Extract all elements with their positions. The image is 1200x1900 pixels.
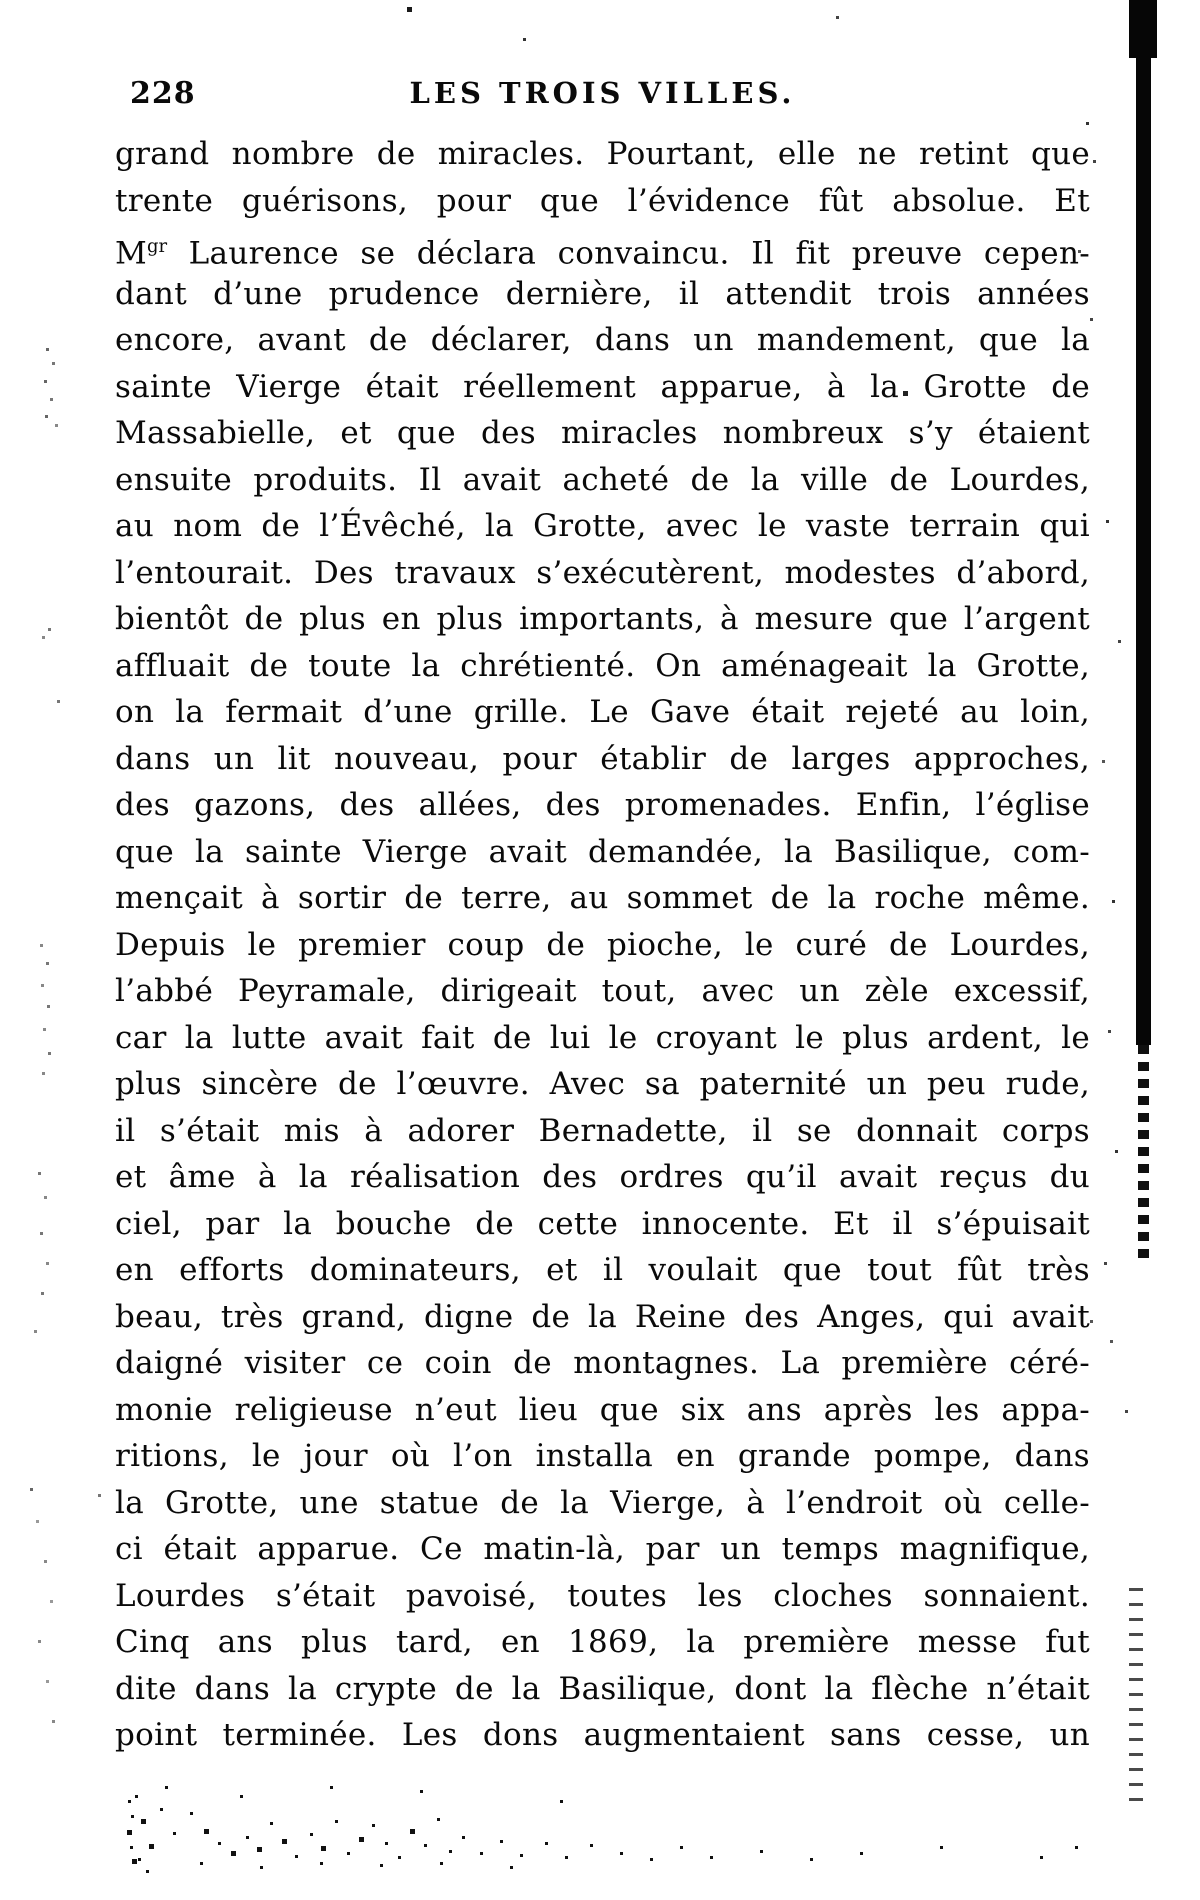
text-line: dite dans la crypte de la Basilique, dont la flèche n’était xyxy=(115,1670,1090,1707)
text-line: Depuis le premier coup de pioche, le curé de Lourdes, xyxy=(115,926,1090,963)
scan-noise-bottom-left xyxy=(0,0,3,3)
text-line: beau, très grand, digne de la Reine des Anges, qui avait xyxy=(115,1298,1090,1335)
text-line: point terminée. Les dons augmentaient sans cesse, un xyxy=(115,1717,1090,1753)
text-line: dant d’une prudence dernière, il attendit trois années xyxy=(115,275,1090,312)
text-line: ritions, le jour où l’on installa en grande pompe, dans xyxy=(115,1438,1090,1474)
text-line: monie religieuse n’eut lieu que six ans après les appa- xyxy=(115,1391,1090,1428)
text-line: on la fermait d’une grille. Le Gave était rejeté au loin, xyxy=(115,694,1090,730)
abbrev-superscript: gr xyxy=(147,236,168,257)
text-line: et âme à la réalisation des ordres qu’il avait reçus du xyxy=(115,1159,1090,1195)
text-line: au nom de l’Évêché, la Grotte, avec le vaste terrain qui xyxy=(115,508,1090,544)
text-line: affluait de toute la chrétienté. On aménageait la Grotte, xyxy=(115,647,1090,684)
body-text xyxy=(115,131,1090,1759)
text-line: mençait à sortir de terre, au sommet de la roche même. xyxy=(115,880,1090,916)
page-number: 228 xyxy=(130,76,196,111)
scan-gutter-fade xyxy=(1138,1045,1149,1265)
running-title: LES TROIS VILLES. xyxy=(409,76,796,110)
text-line: ensuite produits. Il avait acheté de la ville de Lourdes, xyxy=(115,461,1090,498)
scan-gutter-bar xyxy=(1136,0,1151,1045)
text-line: l’entourait. Des travaux s’exécutèrent, modestes d’abord, xyxy=(115,554,1090,591)
text-line: encore, avant de déclarer, dans un mandement, que la xyxy=(115,322,1090,358)
text-line: des gazons, des allées, des promenades. Enfin, l’église xyxy=(115,787,1090,823)
text-line: car la lutte avait fait de lui le croyant le plus ardent, le xyxy=(115,1019,1090,1056)
text-line: il s’était mis à adorer Bernadette, il se donnait corps xyxy=(115,1112,1090,1149)
text-line: dans un lit nouveau, pour établir de larges approches, xyxy=(115,740,1090,777)
text-line: trente guérisons, pour que l’évidence fût absolue. Et xyxy=(115,182,1090,219)
text-line: ciel, par la bouche de cette innocente. Et il s’épuisait xyxy=(115,1205,1090,1242)
text-line: daigné visiter ce coin de montagnes. La première céré- xyxy=(115,1345,1090,1381)
text-line: grand nombre de miracles. Pourtant, elle ne retint que xyxy=(115,136,1090,172)
text-line: que la sainte Vierge avait demandée, la Basilique, com- xyxy=(115,833,1090,870)
text-line: bientôt de plus en plus importants, à mesure que l’argent xyxy=(115,601,1090,637)
abbrev-prefix: M xyxy=(115,235,148,272)
text-line: sainte Vierge était réellement apparue, à la Grotte de xyxy=(115,368,1090,405)
text-line: la Grotte, une statue de la Vierge, à l’endroit où celle- xyxy=(115,1484,1090,1521)
text-line: ci était apparue. Ce matin-là, par un temps magnifique, xyxy=(115,1531,1090,1567)
line-remainder: Laurence se déclara convaincu. Il fit preuve cepen- xyxy=(167,235,1090,272)
text-line: en efforts dominateurs, et il voulait que tout fût très xyxy=(115,1252,1090,1288)
text-line xyxy=(115,224,1090,271)
scan-edge-ticks xyxy=(1129,1588,1143,1803)
text-line: Cinq ans plus tard, en 1869, la première messe fut xyxy=(115,1624,1090,1660)
text-line: Massabielle, et que des miracles nombreux s’y étaient xyxy=(115,415,1090,451)
text-line: plus sincère de l’œuvre. Avec sa paternité un peu rude, xyxy=(115,1066,1090,1102)
text-line: Lourdes s’était pavoisé, toutes les cloches sonnaient. xyxy=(115,1577,1090,1614)
text-line: l’abbé Peyramale, dirigeait tout, avec un zèle excessif, xyxy=(115,973,1090,1009)
